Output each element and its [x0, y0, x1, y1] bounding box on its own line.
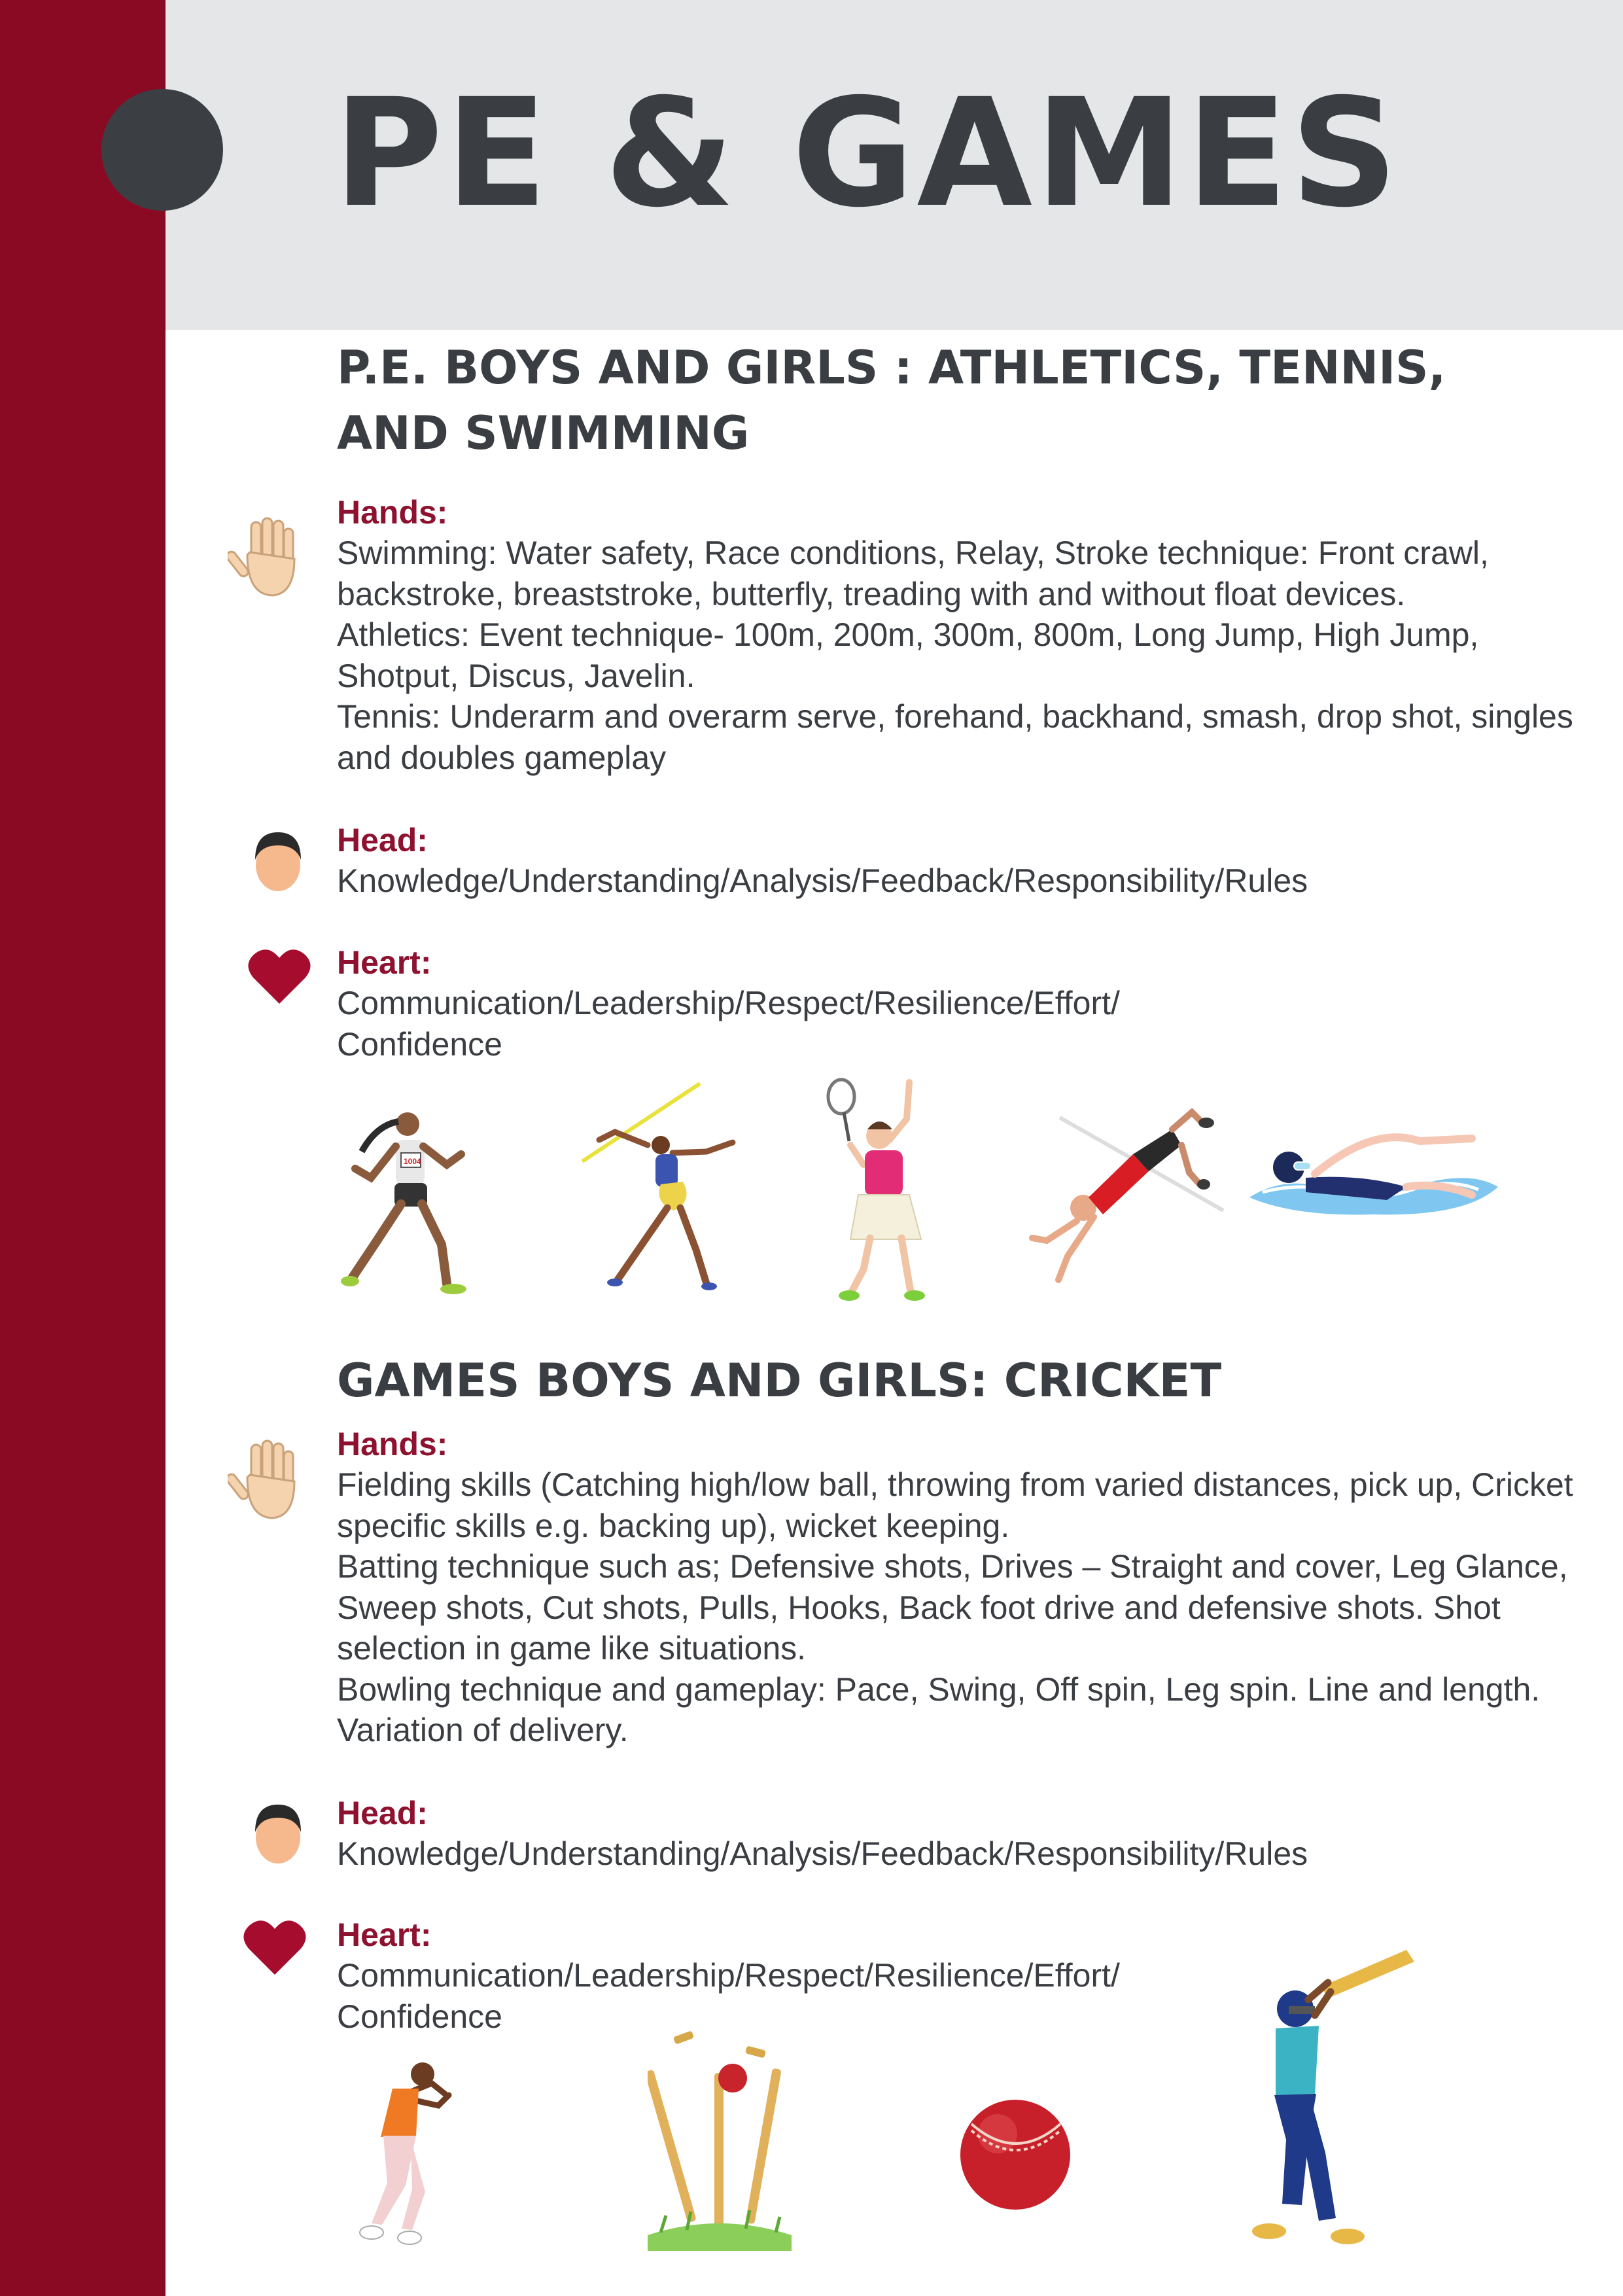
hands-text: Swimming: Water safety, Race conditions, Relay, Stroke technique: Front crawl, backstroke, breaststroke, butterfly, treading with and without float devices. Athletics: Event technique- 100m, 200m, 300m, 800m, Long Jump, High Jump, Shotput, Discus, Javelin. Tennis: Underarm and overarm serve, forehand, backhand, smash, drop shot, singles and doubles gameplay — [337, 535, 1573, 776]
heart-label: Heart: — [337, 1916, 432, 1953]
fielder-illustration — [334, 2055, 464, 2257]
heart-icon — [247, 946, 312, 1006]
hands-label: Hands: — [337, 494, 448, 531]
hands-label: Hands: — [337, 1426, 448, 1462]
hand-icon — [228, 1438, 313, 1523]
hand-icon — [228, 516, 313, 601]
head-label: Head: — [337, 1795, 428, 1831]
header-dot-decoration — [101, 89, 223, 211]
head-icon — [251, 1801, 305, 1866]
runner-bib-number: 1004 — [404, 1157, 421, 1166]
high-jumper-illustration — [1021, 1086, 1230, 1289]
batsman-illustration — [1243, 1943, 1439, 2251]
games-head-block — [337, 1793, 1580, 1875]
javelin-thrower-illustration — [576, 1080, 746, 1296]
pe-heart-block — [337, 942, 1580, 1065]
wickets-illustration — [648, 2022, 792, 2251]
games-hands-block — [337, 1424, 1580, 1751]
games-section-title: GAMES BOYS AND GIRLS: CRICKET — [337, 1354, 1222, 1407]
pe-head-block — [337, 820, 1580, 902]
pe-section-title: P.E. BOYS AND GIRLS : ATHLETICS, TENNIS, AND SWIMMING — [337, 341, 1446, 460]
head-label: Head: — [337, 822, 428, 858]
hands-text: Fielding skills (Catching high/low ball, throwing from varied distances, pick up, Cricket specific skills e.g. backing up), wicket keeping. Batting technique such as; Defensive shots, Drives – Straight and cover, Leg Glance, Sweep shots, Cut shots, Pulls, Hooks, Back foot drive and defensive shots. Shot selection in game like situations. Bowling technique and gameplay: Pace, Swing, Off spin, Leg spin. Line and length. Variation of delivery. — [337, 1466, 1573, 1748]
cricket-ball-illustration — [958, 2098, 1073, 2212]
head-text: Knowledge/Understanding/Analysis/Feedback/Responsibility/Rules — [337, 1835, 1308, 1872]
pe-hands-block — [337, 492, 1580, 778]
sidebar-accent — [0, 0, 166, 2296]
swimmer-illustration — [1243, 1119, 1505, 1230]
heart-label: Heart: — [337, 944, 432, 981]
heart-text: Communication/Leadership/Respect/Resilience/Effort/ Confidence — [337, 985, 1120, 1063]
tennis-player-illustration — [811, 1073, 955, 1309]
heart-icon — [242, 1917, 307, 1977]
heart-text: Communication/Leadership/Respect/Resilience/Effort/ Confidence — [337, 1957, 1120, 2035]
page-title: PE & GAMES — [334, 66, 1401, 240]
head-icon — [251, 828, 305, 894]
head-text: Knowledge/Understanding/Analysis/Feedback/Responsibility/Rules — [337, 862, 1308, 899]
runner-illustration — [330, 1106, 481, 1302]
